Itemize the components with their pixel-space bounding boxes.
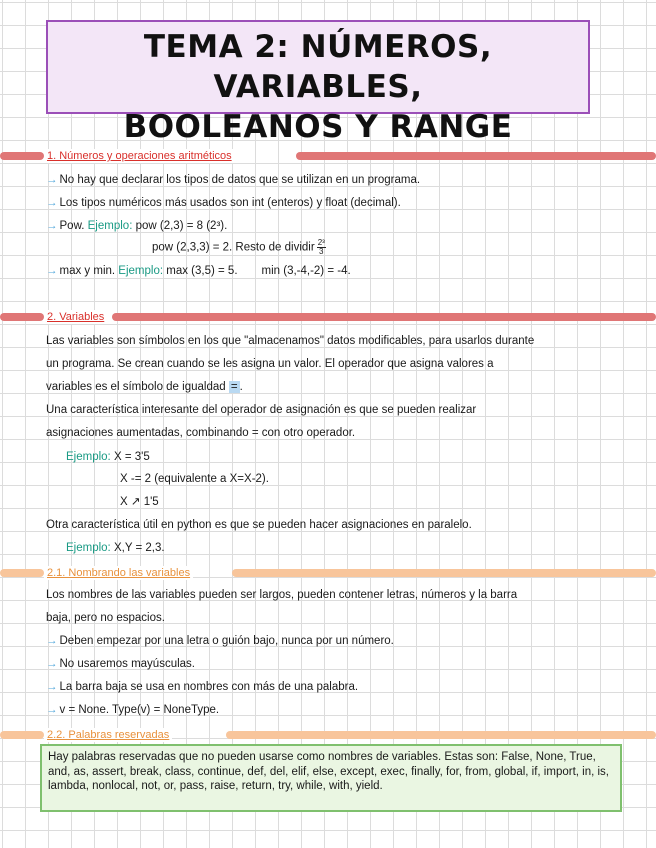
- section-1-bar-left: [0, 152, 44, 160]
- s21-p1-a: Los nombres de las variables pueden ser largos, pueden contener letras, números y la barra: [46, 589, 518, 601]
- arrow-icon: →: [46, 681, 58, 693]
- section-1-heading: 1. Números y operaciones aritméticos: [44, 149, 235, 163]
- arrow-icon: →: [46, 265, 58, 277]
- s1-line-2: [46, 196, 401, 210]
- s2-ex-3: X ↗ 1'5: [120, 496, 159, 508]
- s1-line-1-text: No hay que declarar los tipos de datos que se utilizan en un programa.: [59, 174, 421, 186]
- ejemplo-label: Ejemplo:: [118, 265, 164, 277]
- pow-label: Pow.: [59, 220, 85, 232]
- s2-p2-b: asignaciones aumentadas, combinando = con otro operador.: [46, 427, 356, 439]
- title-box: [46, 20, 590, 145]
- fraction-denominator: 3: [319, 247, 324, 256]
- arrow-icon: →: [46, 658, 58, 670]
- s21-bullet-1-text: Deben empezar por una letra o guión bajo, nunca por un número.: [59, 635, 394, 647]
- s2-p1-c-text: variables es el símbolo de igualdad: [46, 381, 226, 393]
- s2-ex-1: [66, 450, 150, 464]
- section-21-bar-right: [232, 569, 656, 577]
- section-1-bar-right: [296, 152, 656, 160]
- s21-bullet-4: [46, 703, 219, 717]
- s2-p1-b: un programa. Se crean cuando se les asigna un valor. El operador que asigna valores a: [46, 358, 494, 370]
- s21-bullet-4-text: v = None. Type(v) = NoneType.: [59, 704, 220, 716]
- ejemplo-label: Ejemplo:: [66, 451, 111, 463]
- s2-p2-a: Una característica interesante del operador de asignación es que se pueden realizar: [46, 404, 477, 416]
- section-2-bar-right: [112, 313, 656, 321]
- s21-bullet-2: [46, 657, 195, 671]
- s21-bullet-3: [46, 680, 358, 694]
- max-example: max (3,5) = 5.: [166, 265, 238, 277]
- ejemplo-label: Ejemplo:: [66, 542, 111, 554]
- s2-ex-2: X -= 2 (equivalente a X=X-2).: [120, 473, 269, 485]
- section-21-bar-left: [0, 569, 44, 577]
- s2-p1-c: [46, 380, 243, 394]
- arrow-icon: →: [46, 220, 58, 232]
- section-2-heading: 2. Variables: [44, 310, 107, 324]
- assign-example-1: X = 3'5: [113, 451, 150, 463]
- arrow-icon: →: [46, 704, 58, 716]
- s2-p1-a: Las variables son símbolos en los que "almacenamos" datos modificables, para usarlos durante: [46, 335, 535, 347]
- s1-line-2-text: Los tipos numéricos más usados son int (enteros) y float (decimal).: [59, 197, 401, 209]
- parallel-example: X,Y = 2,3.: [113, 542, 165, 554]
- page-title-line-2: BOOLEANOS Y RANGE: [123, 109, 513, 145]
- s2-p1-c-period: .: [239, 381, 243, 393]
- s21-bullet-1: [46, 634, 394, 648]
- s21-bullet-3-text: La barra baja se usa en nombres con más de una palabra.: [59, 681, 359, 693]
- s2-ex-4: [66, 541, 165, 555]
- section-21-heading: 2.1. Nombrando las variables: [44, 566, 193, 580]
- section-22-heading: 2.2. Palabras reservadas: [44, 728, 172, 742]
- page-title-line-1: TEMA 2: NÚMEROS, VARIABLES,: [143, 29, 493, 105]
- arrow-icon: →: [46, 197, 58, 209]
- fraction-numerator: 2³: [317, 238, 325, 247]
- ejemplo-label: Ejemplo:: [87, 220, 133, 232]
- pow-example-2: pow (2,3,3) = 2. Resto de dividir: [152, 241, 315, 254]
- arrow-icon: →: [46, 174, 58, 186]
- min-example: min (3,-4,-2) = -4.: [261, 265, 351, 277]
- section-22-bar-left: [0, 731, 44, 739]
- section-2-bar-left: [0, 313, 44, 321]
- s1-pow-line-2: [152, 239, 326, 256]
- maxmin-label: max y min.: [59, 265, 116, 277]
- s2-p3: Otra característica útil en python es que se pueden hacer asignaciones en paralelo.: [46, 519, 472, 531]
- section-22-bar-right: [226, 731, 656, 739]
- s1-maxmin-line: [46, 264, 351, 278]
- pow-example-1: pow (2,3) = 8 (2³).: [135, 220, 228, 232]
- fraction: [317, 239, 326, 256]
- equals-symbol: =: [230, 381, 238, 393]
- s1-line-1: [46, 173, 420, 187]
- reserved-words-box: Hay palabras reservadas que no pueden usarse como nombres de variables. Estas son: False, None, True, and, as, assert, break, class, continue, def, del, elif, else, except, exec, finally, for, from, global, if, import, in, is, lambda, nonlocal, not, or, pass, raise, return, try, while, with, yield.: [40, 744, 622, 812]
- s21-p1-b: baja, pero no espacios.: [46, 612, 165, 624]
- arrow-icon: →: [46, 635, 58, 647]
- s1-pow-line: [46, 219, 227, 233]
- s21-bullet-2-text: No usaremos mayúsculas.: [59, 658, 195, 670]
